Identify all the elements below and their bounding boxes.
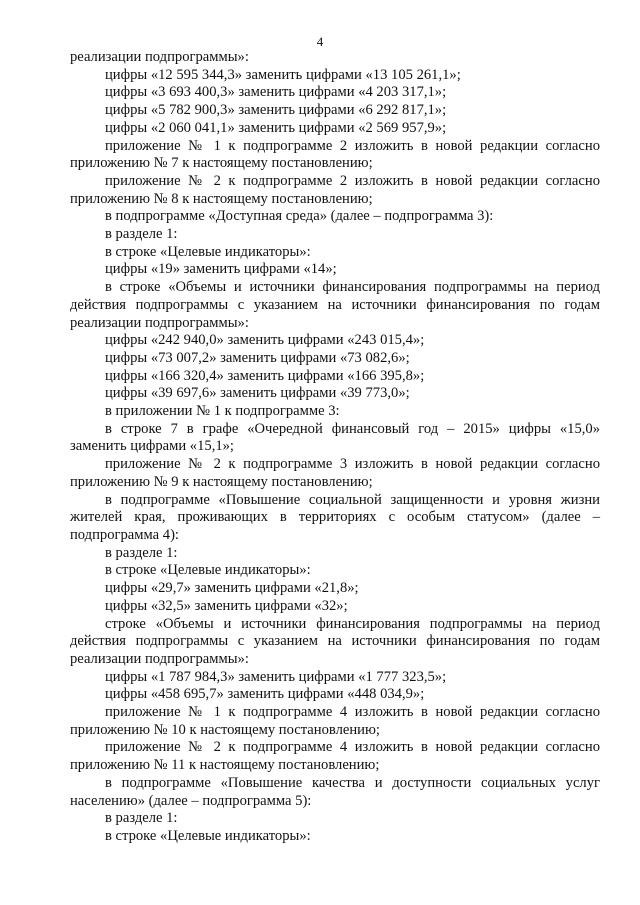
paragraph: реализации подпрограммы»:	[70, 49, 249, 65]
paragraph: приложение № 2 к подпрограмме 4 изложить в новой редакции согласно приложению № 11 к настоящему постановлению;	[70, 739, 600, 774]
paragraph: цифры «242 940,0» заменить цифрами «243 015,4»;	[105, 332, 425, 349]
page-number: 4	[316, 34, 324, 49]
paragraph: в разделе 1:	[105, 226, 178, 243]
paragraph: цифры «5 782 900,3» заменить цифрами «6 292 817,1»;	[105, 102, 447, 119]
paragraph: в строке «Целевые индикаторы»:	[105, 243, 311, 260]
paragraph: в строке «Объемы и источники финансирования подпрограммы на период действия подпрограммы с указанием на источники финансирования по годам реализации подпрограммы»:	[70, 279, 600, 331]
paragraph: цифры «1 787 984,3» заменить цифрами «1 777 323,5»;	[105, 668, 447, 685]
paragraph: приложение № 1 к подпрограмме 4 изложить в новой редакции согласно приложению № 10 к настоящему постановлению;	[70, 704, 600, 738]
paragraph: в строке «Целевые индикаторы»:	[105, 827, 311, 844]
paragraph: в приложении № 1 к подпрограмме 3:	[105, 403, 340, 420]
paragraph: в строке «Целевые индикаторы»:	[105, 562, 311, 579]
paragraph: приложение № 1 к подпрограмме 2 изложить в новой редакции согласно приложению № 7 к настоящему постановлению;	[70, 137, 600, 172]
paragraph: строке «Объемы и источники финансирования подпрограммы на период действия подпрограммы с указанием на источники финансирования по годам реализации подпрограммы»:	[70, 615, 600, 667]
paragraph: в разделе 1:	[105, 544, 178, 561]
paragraph: в подпрограмме «Повышение социальной защищенности и уровня жизни жителей края, проживающих в территориях с особым статусом» (далее – подпрограмма 4):	[70, 491, 600, 543]
paragraph: приложение № 2 к подпрограмме 2 изложить в новой редакции согласно приложению № 8 к настоящему постановлению;	[70, 172, 600, 207]
paragraph: в строке 7 в графе «Очередной финансовый год – 2015» цифры «15,0» заменить цифрами «15,1»;	[70, 420, 600, 455]
paragraph: цифры «12 595 344,3» заменить цифрами «13 105 261,1»;	[105, 66, 461, 83]
paragraph: приложение № 2 к подпрограмме 3 изложить в новой редакции согласно приложению № 9 к настоящему постановлению;	[70, 456, 600, 490]
paragraph: цифры «2 060 041,1» заменить цифрами «2 569 957,9»;	[105, 119, 447, 136]
paragraph: цифры «29,7» заменить цифрами «21,8»;	[105, 580, 359, 597]
paragraph: цифры «73 007,2» заменить цифрами «73 082,6»;	[105, 349, 410, 366]
paragraph: в подпрограмме «Доступная среда» (далее – подпрограмма 3):	[105, 208, 494, 225]
paragraph: цифры «166 320,4» заменить цифрами «166 395,8»;	[105, 367, 425, 384]
paragraph: цифры «3 693 400,3» заменить цифрами «4 203 317,1»;	[105, 84, 447, 101]
paragraph: в подпрограмме «Повышение качества и доступности социальных услуг населению» (далее – подпрограмма 5):	[70, 774, 600, 809]
paragraph: цифры «19» заменить цифрами «14»;	[105, 261, 337, 278]
paragraph: цифры «39 697,6» заменить цифрами «39 773,0»;	[105, 385, 410, 402]
paragraph: в разделе 1:	[105, 810, 178, 827]
paragraph: цифры «458 695,7» заменить цифрами «448 034,9»;	[105, 686, 425, 703]
document-body	[70, 49, 600, 846]
paragraph: цифры «32,5» заменить цифрами «32»;	[105, 597, 348, 614]
